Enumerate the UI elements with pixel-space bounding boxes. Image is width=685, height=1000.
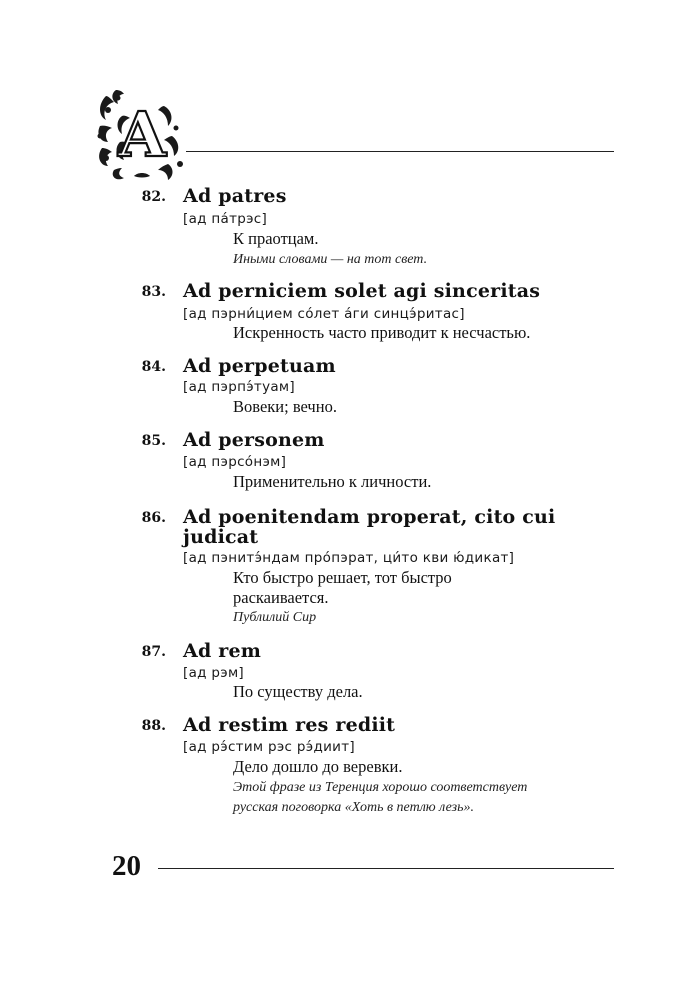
- latin-phrase: Ad poenitendam properat, cito cui: [183, 506, 556, 528]
- entry-number: 85.: [141, 433, 166, 449]
- pronunciation: [ад рэ́стим рэс рэ́диит]: [183, 739, 355, 755]
- drop-cap-letter: A: [117, 98, 167, 171]
- entry-number: 87.: [141, 644, 166, 660]
- pronunciation: [ад пэрсо́нэм]: [183, 454, 287, 470]
- footer-rule: [158, 868, 614, 869]
- page-number: 20: [112, 850, 141, 882]
- latin-phrase: Ad perniciem solet agi sinceritas: [183, 280, 541, 302]
- commentary: Иными словами — на тот свет.: [233, 252, 428, 267]
- pronunciation: [ад пэрпэ́туам]: [183, 379, 295, 395]
- pronunciation: [ад пэнитэ́ндам про́пэрат, ци́то кви ю́дикат]: [183, 550, 515, 566]
- translation-continued: раскаивается.: [233, 588, 329, 607]
- drop-cap-ornament: [94, 86, 190, 182]
- pronunciation: [ад рэм]: [183, 665, 244, 681]
- entry-number: 84.: [141, 359, 166, 375]
- latin-phrase: Ad perpetuam: [183, 355, 336, 377]
- translation: Дело дошло до веревки.: [233, 757, 403, 776]
- latin-phrase: Ad patres: [183, 185, 287, 207]
- commentary: Этой фразе из Теренция хорошо соответствует: [233, 780, 528, 795]
- entry-number: 86.: [141, 510, 166, 526]
- entry-number: 88.: [141, 718, 166, 734]
- translation: К праотцам.: [233, 229, 319, 248]
- header-rule: [186, 151, 614, 152]
- translation: Искренность часто приводит к несчастью.: [233, 323, 531, 342]
- entry-number: 83.: [141, 284, 166, 300]
- translation: Вовеки; вечно.: [233, 397, 337, 416]
- pronunciation: [ад пэрни́цием со́лет а́ги синцэ́ритас]: [183, 306, 465, 322]
- latin-phrase-continued: judicat: [183, 526, 259, 548]
- latin-phrase: Ad restim res rediit: [183, 714, 396, 736]
- translation: По существу дела.: [233, 682, 363, 701]
- latin-phrase: Ad rem: [183, 640, 262, 662]
- commentary: Публилий Сир: [233, 610, 317, 625]
- translation: Применительно к личности.: [233, 472, 432, 491]
- translation: Кто быстро решает, тот быстро: [233, 568, 452, 587]
- commentary-continued: русская поговорка «Хоть в петлю лезь».: [233, 800, 474, 815]
- pronunciation: [ад па́трэс]: [183, 211, 268, 227]
- entry-number: 82.: [141, 189, 166, 205]
- latin-phrase: Ad personem: [183, 429, 325, 451]
